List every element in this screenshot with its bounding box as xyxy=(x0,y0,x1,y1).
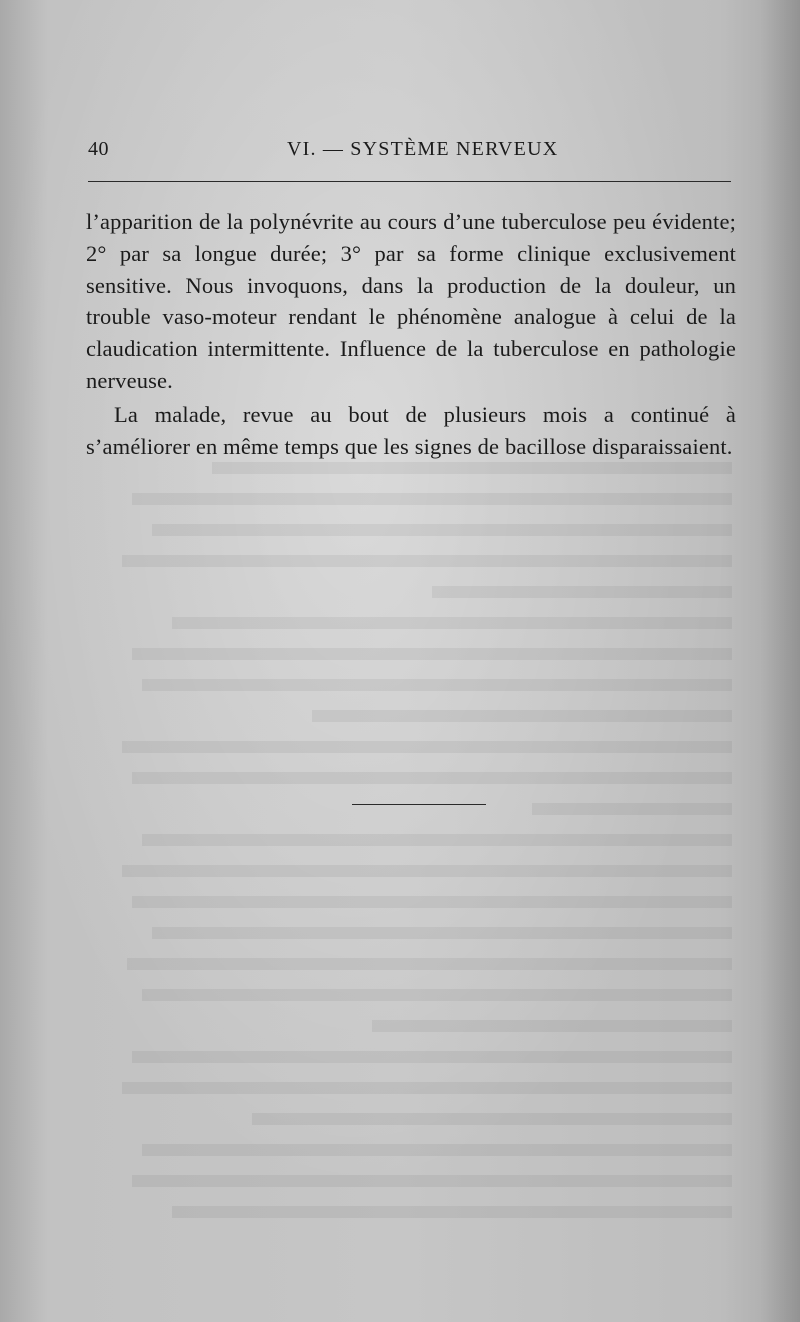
running-head: VI. — SYSTÈME NERVEUX xyxy=(287,138,559,160)
paragraph: La malade, revue au bout de plusieurs mois a continué à s’améliorer en même temps que les signes de bacillose disparaissaient. xyxy=(86,401,736,459)
paragraph: l’apparition de la polynévrite au cours d’une tuberculose peu évidente; 2° par sa longue durée; 3° par sa forme clinique exclusivement sensitive. Nous invoquons, dans la production de la douleur, un trouble vaso-moteur rendant le phénomène analogue à celui de la claudication intermittente. Influence de la tuberculose en pathologie nerveuse. xyxy=(86,209,736,393)
page-number: 40 xyxy=(88,138,109,160)
header-rule xyxy=(88,181,731,182)
body-text xyxy=(86,206,736,462)
section-end-rule xyxy=(352,804,486,805)
page-edge-shadow xyxy=(760,0,800,1322)
reverse-side-bleed-through xyxy=(92,450,732,1250)
